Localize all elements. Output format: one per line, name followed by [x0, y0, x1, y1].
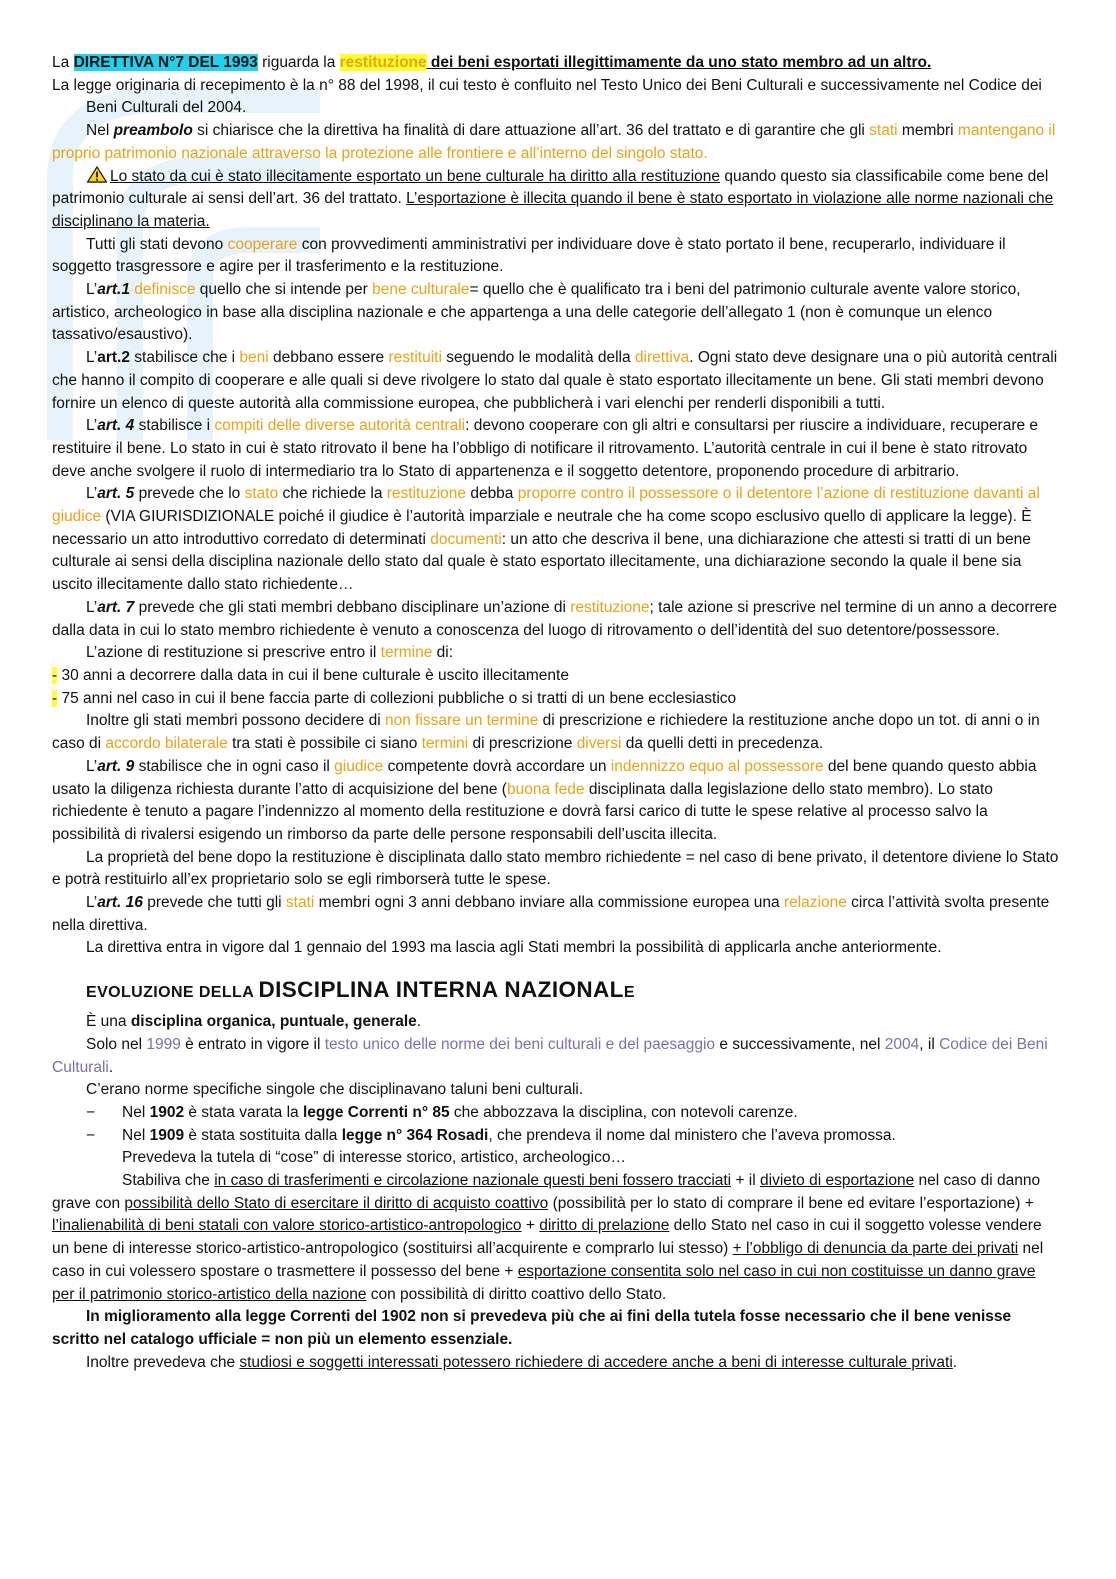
paragraph-art16: L’art. 16 prevede che tutti gli stati membri ogni 3 anni debbano inviare alla commissione europea una relazione circa l’attività svolta presente nella direttiva.: [52, 894, 1050, 934]
paragraph-vigore: La direttiva entra in vigore dal 1 gennaio del 1993 ma lascia agli Stati membri la possibilità di applicarla anche anteriormente.: [86, 939, 942, 957]
list-item-legge-correnti: − Nel 1902 è stata varata la legge Correnti n° 85 che abbozzava la disciplina, con notevoli carenze.: [86, 1103, 798, 1121]
warning-icon: [86, 166, 108, 183]
document-page: [52, 52, 1060, 1374]
paragraph-art7: L’art. 7 prevede che gli stati membri debbano disciplinare un’azione di restituzione; tale azione si prescrive nel termine di un anno a decorrere dalla data in cui lo stato membro richiedente è venuto a conoscenza del luogo di ritrovamento o dell’identità del suo detentore/possessore.: [52, 598, 1058, 639]
paragraph-testo-unico: Solo nel 1999 è entrato in vigore il testo unico delle norme dei beni culturali e del paesaggio e successivamente, nel 2004, il Codice dei Beni Culturali.: [52, 1035, 1048, 1076]
directive-title: DIRETTIVA N°7 DEL 1993: [73, 54, 258, 71]
paragraph-art9: L’art. 9 stabilisce che in ogni caso il giudice competente dovrà accordare un indennizzo equo al possessore del bene quando questo abbia usato la diligenza richiesta durante l’atto di acquisizione del bene (buona fede disciplinata dalla legislazione dello stato membro). Lo stato richiedente è tenuto a pagare l’indennizzo al momento della restituzione e dovrà farsi carico di tutte le spese relative al processo salvo la possibilità di rivalersi esigendo un rimborso da parte delle persone responsabili dell’uscita illecita.: [52, 757, 1037, 843]
paragraph-termine: L’azione di restituzione si prescrive entro il termine di:: [86, 644, 454, 662]
paragraph-accesso-privati: Inoltre prevedeva che studiosi e soggetti interessati potessero richiedere di accedere anche a beni di interesse culturale privati.: [86, 1353, 958, 1371]
paragraph-art2: L’art.2 stabilisce che i beni debbano essere restituiti seguendo le modalità della direttiva. Ogni stato deve designare una o più autorità centrali che hanno il compito di cooperare e alle quali si deve rivolgere lo stato dal quale è stato esportato illecitamente un bene. Gli stati membri devono fornire un elenco di queste autorità alla commissione europea, che pubblicherà i vari elenchi per renderli disponibili a tutti.: [52, 349, 1058, 412]
paragraph-miglioramento: In miglioramento alla legge Correnti del 1902 non si prevedeva più che ai fini della tutela fosse necessario che il bene venisse scritto nel catalogo ufficiale = non più un elemento essenziale.: [52, 1308, 1012, 1348]
paragraph-art1: L’art.1 definisce quello che si intende per bene culturale= quello che è qualificato tra i beni del patrimonio culturale avente valore storico, artistico, archeologico in base alla disciplina nazionale e che appartenga a una delle categorie dell’allegato 1 (non è comunque un elenco tassativo/esaustivo).: [52, 281, 1021, 344]
paragraph-proprieta: La proprietà del bene dopo la restituzione è disciplinata dallo stato membro richiedente = nel caso di bene privato, il detentore diviene lo Stato e potrà restituirlo all’ex proprietario solo se egli rimborserà tutte le spese.: [52, 848, 1059, 889]
paragraph-norme-specifiche: C’erano norme specifiche singole che disciplinavano taluni beni culturali.: [86, 1081, 584, 1099]
paragraph-recepimento: La legge originaria di recepimento è la n° 88 del 1998, il cui testo è confluito nel Testo Unico dei Beni Culturali e successivamente nel Codice dei Beni Culturali del 2004.: [52, 76, 1042, 117]
paragraph-art5: L’art. 5 prevede che lo stato che richiede la restituzione debba proporre contro il possessore o il detentore l’azione di restituzione davanti al giudice (VIA GIURISDIZIONALE poiché il giudice è l’autorità imparziale e neutrale che ha come scopo esclusivo quello di applicare la legge). È necessario un atto introduttivo corredato di determinati documenti: un atto che descriva il bene, una dichiarazione che attesti si tratti di un bene culturale ai sensi della disciplina nazionale dello stato dal quale è stato esportato illecitamente, una dichiarazione secondo la quale il bene sia uscito illecitamente dallo stato richiedente…: [52, 485, 1040, 594]
paragraph-tutela-cose: Prevedeva la tutela di “cose” di interesse storico, artistico, archeologico…: [122, 1149, 626, 1167]
list-item-termine-75: - 75 anni nel caso in cui il bene faccia parte di collezioni pubbliche o si tratti di un bene ecclesiastico: [52, 689, 737, 707]
paragraph-stabiliva: Stabiliva che in caso di trasferimenti e circolazione nazionale questi beni fossero tracciati + il divieto di esportazione nel caso di danno grave con possibilità dello Stato di esercitare il diritto di acquisto coattivo (possibilità per lo stato di comprare il bene ed evitare l’esportazione) + l’inalienabilità di beni statali con valore storico-artistico-antropologico + diritto di prelazione dello Stato nel caso in cui il soggetto volesse vendere un bene di interesse storico-artistico-antropologico (sostituirsi all’acquirente e comprarlo lui stesso) + l’obbligo di denuncia da parte dei privati nel caso in cui volessero spostare o trasmettere il possesso del bene + esportazione consentita solo nel caso in cui non costituisse un danno grave per il patrimonio storico-artistico della nazione con possibilità di diritto coattivo dello Stato.: [52, 1172, 1044, 1303]
paragraph-diritto-restituzione: Lo stato da cui è stato illecitamente esportato un bene culturale ha diritto alla restituzione quando questo sia classificabile come bene del patrimonio culturale ai sensi dell’art. 36 del trattato. L’esportazione è illecita quando il bene è stato esportato in violazione alle norme nazionali che disciplinano la materia.: [52, 167, 1054, 230]
list-item-termine-30: - 30 anni a decorrere dalla data in cui il bene culturale è uscito illecitamente: [52, 666, 569, 684]
paragraph-cooperazione: Tutti gli stati devono cooperare con provvedimenti amministrativi per individuare dove è stato portato il bene, recuperarlo, individuare il soggetto trasgressore e agire per il trasferimento e la restituzione.: [52, 235, 1006, 276]
paragraph-preambolo: Nel preambolo si chiarisce che la direttiva ha finalità di dare attuazione all’art. 36 del trattato e di garantire che gli stati membri mantengano il proprio patrimonio nazionale attraverso la protezione alle frontiere e all’interno del singolo stato.: [52, 122, 1056, 162]
paragraph-disciplina: È una disciplina organica, puntuale, generale.: [86, 1013, 422, 1031]
list-item-legge-rosadi: − Nel 1909 è stata sostituita dalla legge n° 364 Rosadi, che prendeva il nome dal ministero che l’aveva promossa.: [86, 1126, 896, 1144]
paragraph-prescrizione: Inoltre gli stati membri possono decidere di non fissare un termine di prescrizione e richiedere la restituzione anche dopo un tot. di anni o in caso di accordo bilaterale tra stati è possibile ci siano termini di prescrizione diversi da quelli detti in precedenza.: [52, 712, 1040, 753]
section-heading: EVOLUZIONE DELLA DISCIPLINA INTERNA NAZIONALE: [86, 977, 635, 1003]
paragraph-directive-intro: La DIRETTIVA N°7 DEL 1993 riguarda la restituzione dei beni esportati illegittimamente da uno stato membro ad un altro.: [52, 54, 932, 71]
paragraph-art4: L’art. 4 stabilisce i compiti delle diverse autorità centrali: devono cooperare con gli altri e consultarsi per riuscire a individuare, recuperare e restituire il bene. Lo stato in cui è stato ritrovato il bene ha l’obbligo di notificare il ritrovamento. L’autorità centrale in cui il bene è stato ritrovato deve anche svolgere il ruolo di intermediario tra lo Stato di appartenenza e il soggetto detentore, proponendo procedure di arbitrario.: [52, 417, 1039, 480]
